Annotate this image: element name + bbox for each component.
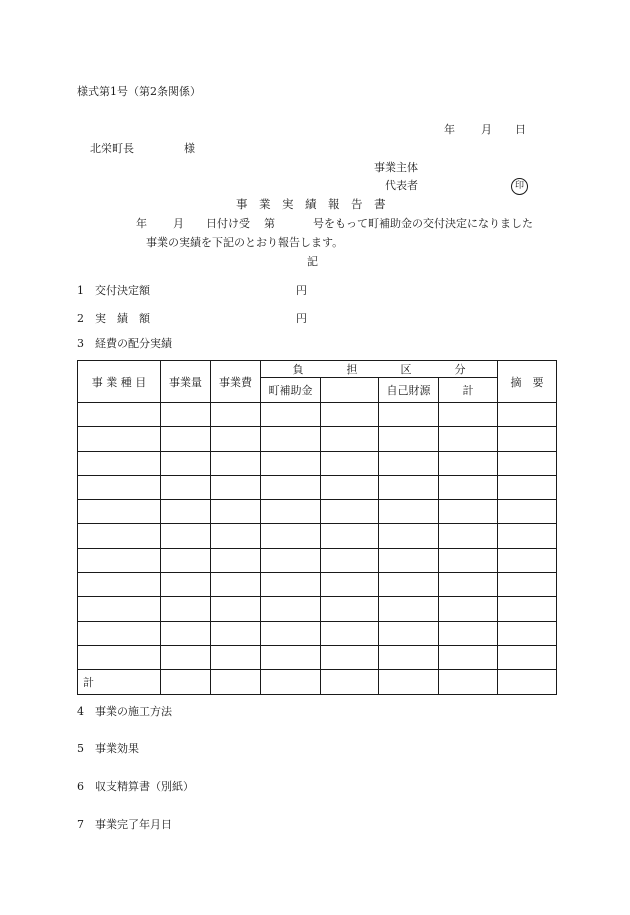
table-cell [498, 403, 557, 427]
table-cell [439, 573, 498, 597]
header-own-funds: 自己財源 [379, 378, 439, 403]
table-cell [379, 573, 439, 597]
item-7-label: 事業完了年月日 [95, 818, 172, 831]
table-cell [379, 500, 439, 524]
header-quantity: 事業量 [161, 361, 211, 403]
body-number-prefix: 第 [264, 217, 275, 230]
date-year-label: 年 [444, 123, 455, 136]
table-cell [161, 621, 211, 645]
table-row [78, 403, 557, 427]
applicant-entity-label: 事業主体 [374, 161, 418, 174]
table-cell [498, 670, 557, 694]
item-1-number: 1 [77, 284, 84, 297]
expense-allocation-table [77, 360, 557, 695]
table-cell [379, 403, 439, 427]
table-row [78, 597, 557, 621]
body-month-label: 月 [173, 217, 184, 230]
table-cell [78, 451, 161, 475]
table-cell [78, 475, 161, 499]
table-cell [211, 475, 261, 499]
table-cell [261, 475, 321, 499]
body-report-text: 事業の実績を下記のとおり報告します。 [146, 236, 344, 249]
table-row [78, 427, 557, 451]
table-cell [379, 524, 439, 548]
table-row [78, 548, 557, 572]
header-burden-char: 負 [292, 363, 304, 376]
table-cell [498, 548, 557, 572]
table-row [78, 524, 557, 548]
table-cell [439, 645, 498, 669]
header-burden-char: 区 [400, 363, 412, 376]
table-cell [321, 403, 379, 427]
table-cell [321, 548, 379, 572]
table-cell [261, 548, 321, 572]
header-blank [321, 378, 379, 403]
table-cell [439, 500, 498, 524]
item-3-label: 経費の配分実績 [95, 337, 172, 350]
table-cell [439, 524, 498, 548]
item-5-number: 5 [77, 742, 84, 755]
table-cell [321, 524, 379, 548]
item-6-label: 収支精算書（別紙） [95, 780, 194, 793]
table-cell [78, 548, 161, 572]
table-cell [211, 670, 261, 694]
table-cell [379, 645, 439, 669]
table-cell [379, 670, 439, 694]
table-cell [261, 621, 321, 645]
table-cell [261, 597, 321, 621]
applicant-representative-label: 代表者 [385, 179, 418, 192]
item-1-label: 交付決定額 [95, 284, 150, 297]
table-cell [211, 573, 261, 597]
table-cell [78, 597, 161, 621]
table-cell [498, 427, 557, 451]
table-cell [261, 500, 321, 524]
table-cell [498, 500, 557, 524]
table-row [78, 451, 557, 475]
date-month-label: 月 [481, 123, 492, 136]
table-cell [78, 500, 161, 524]
table-cell [439, 670, 498, 694]
ki-heading: 記 [307, 255, 318, 268]
form-number: 様式第1号（第2条関係） [77, 85, 201, 98]
item-2-unit: 円 [296, 312, 307, 325]
table-cell [379, 548, 439, 572]
table-cell [379, 475, 439, 499]
item-4-label: 事業の施工方法 [95, 705, 172, 718]
table-row [78, 645, 557, 669]
table-cell [321, 645, 379, 669]
table-cell [78, 573, 161, 597]
table-cell [78, 403, 161, 427]
table-cell [211, 548, 261, 572]
table-cell [379, 597, 439, 621]
addressee-honorific: 様 [184, 142, 195, 155]
table-cell [379, 427, 439, 451]
table-cell [261, 403, 321, 427]
table-cell [379, 621, 439, 645]
table-cell [498, 451, 557, 475]
table-cell [439, 597, 498, 621]
table-cell [439, 427, 498, 451]
table-cell [78, 427, 161, 451]
table-cell [161, 451, 211, 475]
table-cell [261, 451, 321, 475]
header-burden-char: 担 [346, 363, 358, 376]
header-remarks: 摘 要 [498, 361, 557, 403]
table-row [78, 500, 557, 524]
table-cell [439, 475, 498, 499]
item-2-number: 2 [77, 312, 84, 325]
document-title: 事 業 実 績 報 告 書 [236, 197, 386, 211]
table-cell [261, 573, 321, 597]
table-cell [498, 645, 557, 669]
table-cell [261, 524, 321, 548]
table-cell [78, 524, 161, 548]
item-5-label: 事業効果 [95, 742, 139, 755]
table-cell [498, 475, 557, 499]
table-cell [161, 475, 211, 499]
seal-mark: 印 [511, 178, 528, 195]
table-row [78, 475, 557, 499]
table-row [78, 573, 557, 597]
item-1-unit: 円 [296, 284, 307, 297]
table-cell [321, 427, 379, 451]
date-day-label: 日 [515, 123, 526, 136]
table-cell [321, 500, 379, 524]
table-cell [261, 670, 321, 694]
table-cell [498, 573, 557, 597]
table-cell [161, 524, 211, 548]
table-cell [498, 524, 557, 548]
header-burden-char: 分 [454, 363, 466, 376]
item-2-label: 実 績 額 [95, 312, 150, 325]
item-3-number: 3 [77, 337, 84, 350]
table-row [78, 621, 557, 645]
table-cell [439, 621, 498, 645]
table-cell [161, 573, 211, 597]
table-cell [161, 427, 211, 451]
table-cell [321, 475, 379, 499]
table-cell [379, 451, 439, 475]
header-town-subsidy: 町補助金 [261, 378, 321, 403]
table-cell [161, 403, 211, 427]
body-year-label: 年 [136, 217, 147, 230]
table-cell [261, 427, 321, 451]
header-burden-group [261, 361, 498, 378]
table-cell [439, 451, 498, 475]
header-cost: 事業費 [211, 361, 261, 403]
table-cell [211, 500, 261, 524]
item-6-number: 6 [77, 780, 84, 793]
table-cell [161, 645, 211, 669]
table-cell [161, 597, 211, 621]
table-cell [211, 524, 261, 548]
item-4-number: 4 [77, 705, 84, 718]
table-cell [211, 621, 261, 645]
table-cell [321, 621, 379, 645]
table-cell [211, 403, 261, 427]
body-dated-label: 日付け受 [206, 217, 250, 230]
table-cell [321, 451, 379, 475]
header-subtotal: 計 [439, 378, 498, 403]
table-cell [161, 500, 211, 524]
table-cell [321, 670, 379, 694]
table-cell [211, 597, 261, 621]
table-cell [78, 621, 161, 645]
addressee-office: 北栄町長 [90, 142, 134, 155]
total-row-label: 計 [78, 670, 161, 694]
table-cell [439, 403, 498, 427]
table-cell [321, 573, 379, 597]
table-cell [161, 548, 211, 572]
table-cell [211, 451, 261, 475]
table-cell [261, 645, 321, 669]
table-cell [498, 597, 557, 621]
header-project-type: 事 業 種 目 [78, 361, 161, 403]
table-cell [439, 548, 498, 572]
table-cell [498, 621, 557, 645]
body-decision-text: 号をもって町補助金の交付決定になりました [313, 217, 533, 230]
table-cell [321, 597, 379, 621]
table-cell [78, 645, 161, 669]
table-cell [161, 670, 211, 694]
table-cell [211, 427, 261, 451]
item-7-number: 7 [77, 818, 84, 831]
table-cell [211, 645, 261, 669]
